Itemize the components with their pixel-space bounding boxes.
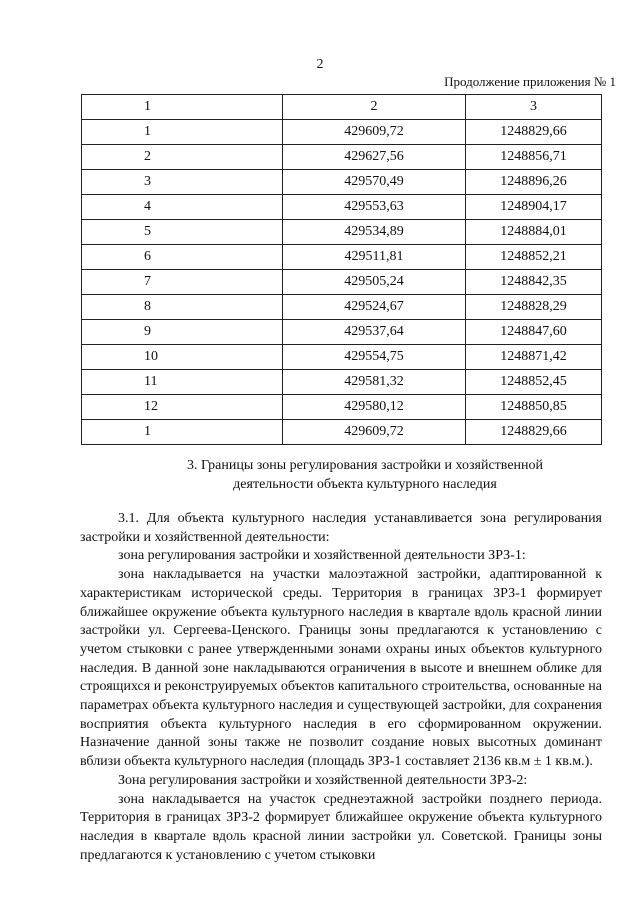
table-cell: 429580,12 <box>283 395 466 420</box>
table-cell: 3 <box>82 170 283 195</box>
column-header: 1 <box>82 95 283 120</box>
table-row <box>82 145 602 170</box>
column-header: 2 <box>283 95 466 120</box>
section-body <box>80 510 602 865</box>
column-header: 3 <box>466 95 602 120</box>
table-cell: 429537,64 <box>283 320 466 345</box>
table-row <box>82 195 602 220</box>
table-cell: 1248829,66 <box>466 120 602 145</box>
section-heading-line: 3. Границы зоны регулирования застройки и хозяйственной <box>186 458 544 473</box>
table-cell: 429554,75 <box>283 345 466 370</box>
paragraph: 3.1. Для объекта культурного наследия устанавливается зона регулирования застройки и хозяйственной деятельности: <box>80 511 602 545</box>
table-cell: 429505,24 <box>283 270 466 295</box>
paragraph: зона накладывается на участки малоэтажной застройки, адаптированной к характеристикам исторической среды. Территория в границах ЗРЗ-1 формирует ближайшее окружение объекта культурного наследия в квартале вдоль красной линии застройки ул. Сергеева-Ценского. Границы зоны предлагаются к установлению с учетом стыковки с ранее утвержденными зонами охраны иных объектов культурного наследия. В данной зоне накладываются ограничения в высоте и внешнем облике для строящихся и реконструируемых объектов капитального строительства, основанные на параметрах объекта культурного наследия и существующей застройки, для сохранения восприятия объекта культурного наследия в его сформированном окружении. Назначение данной зоны также не позволит создание новых высотных доминант вблизи объекта культурного наследия (площадь ЗРЗ-1 составляет 2136 кв.м ± 1 кв.м.). <box>80 567 602 770</box>
table-cell: 429609,72 <box>283 120 466 145</box>
table-cell: 429627,56 <box>283 145 466 170</box>
table-row <box>82 295 602 320</box>
table-row <box>82 370 602 395</box>
paragraph: зона накладывается на участок среднеэтажной застройки позднего периода. Территория в границах ЗРЗ-2 формирует ближайшее окружение объекта культурного наследия в квартале вдоль красной линии застройки ул. Советской. Границы зоны предлагаются к установлению с учетом стыковки <box>80 791 602 863</box>
table-cell: 429553,63 <box>283 195 466 220</box>
table-cell: 4 <box>82 195 283 220</box>
table-cell: 10 <box>82 345 283 370</box>
table-cell: 1248871,42 <box>466 345 602 370</box>
page-number: 2 <box>316 57 324 72</box>
section-heading-line: деятельности объекта культурного наследия <box>233 477 497 492</box>
section-heading <box>150 456 580 494</box>
table-row <box>82 245 602 270</box>
table-cell: 1248896,26 <box>466 170 602 195</box>
appendix-note: Продолжение приложения № 1 <box>444 74 616 89</box>
table-header-row <box>82 95 602 120</box>
table-cell: 1248852,45 <box>466 370 602 395</box>
table-cell: 1248884,01 <box>466 220 602 245</box>
table-cell: 1248847,60 <box>466 320 602 345</box>
table-cell: 1248842,35 <box>466 270 602 295</box>
table-row <box>82 120 602 145</box>
table-cell: 1 <box>82 120 283 145</box>
table-cell: 2 <box>82 145 283 170</box>
table-row <box>82 345 602 370</box>
table-cell: 6 <box>82 245 283 270</box>
table-cell: 7 <box>82 270 283 295</box>
table-row <box>82 320 602 345</box>
table-cell: 8 <box>82 295 283 320</box>
table-row <box>82 220 602 245</box>
table-cell: 1 <box>82 420 283 445</box>
table-cell: 429534,89 <box>283 220 466 245</box>
table-cell: 429609,72 <box>283 420 466 445</box>
table-row <box>82 420 602 445</box>
table-cell: 1248828,29 <box>466 295 602 320</box>
table-cell: 1248829,66 <box>466 420 602 445</box>
table-cell: 429570,49 <box>283 170 466 195</box>
paragraph: зона регулирования застройки и хозяйственной деятельности ЗРЗ-1: <box>118 548 526 564</box>
table-row <box>82 170 602 195</box>
table-cell: 429524,67 <box>283 295 466 320</box>
table-cell: 1248856,71 <box>466 145 602 170</box>
table-cell: 429511,81 <box>283 245 466 270</box>
table-cell: 429581,32 <box>283 370 466 395</box>
table-cell: 9 <box>82 320 283 345</box>
table-row <box>82 395 602 420</box>
paragraph: Зона регулирования застройки и хозяйственной деятельности ЗРЗ-2: <box>118 772 528 788</box>
table-cell: 5 <box>82 220 283 245</box>
table-cell: 11 <box>82 370 283 395</box>
table-cell: 1248852,21 <box>466 245 602 270</box>
table-cell: 1248850,85 <box>466 395 602 420</box>
table-cell: 12 <box>82 395 283 420</box>
table-cell: 1248904,17 <box>466 195 602 220</box>
table-row <box>82 270 602 295</box>
coordinates-table <box>81 94 602 445</box>
